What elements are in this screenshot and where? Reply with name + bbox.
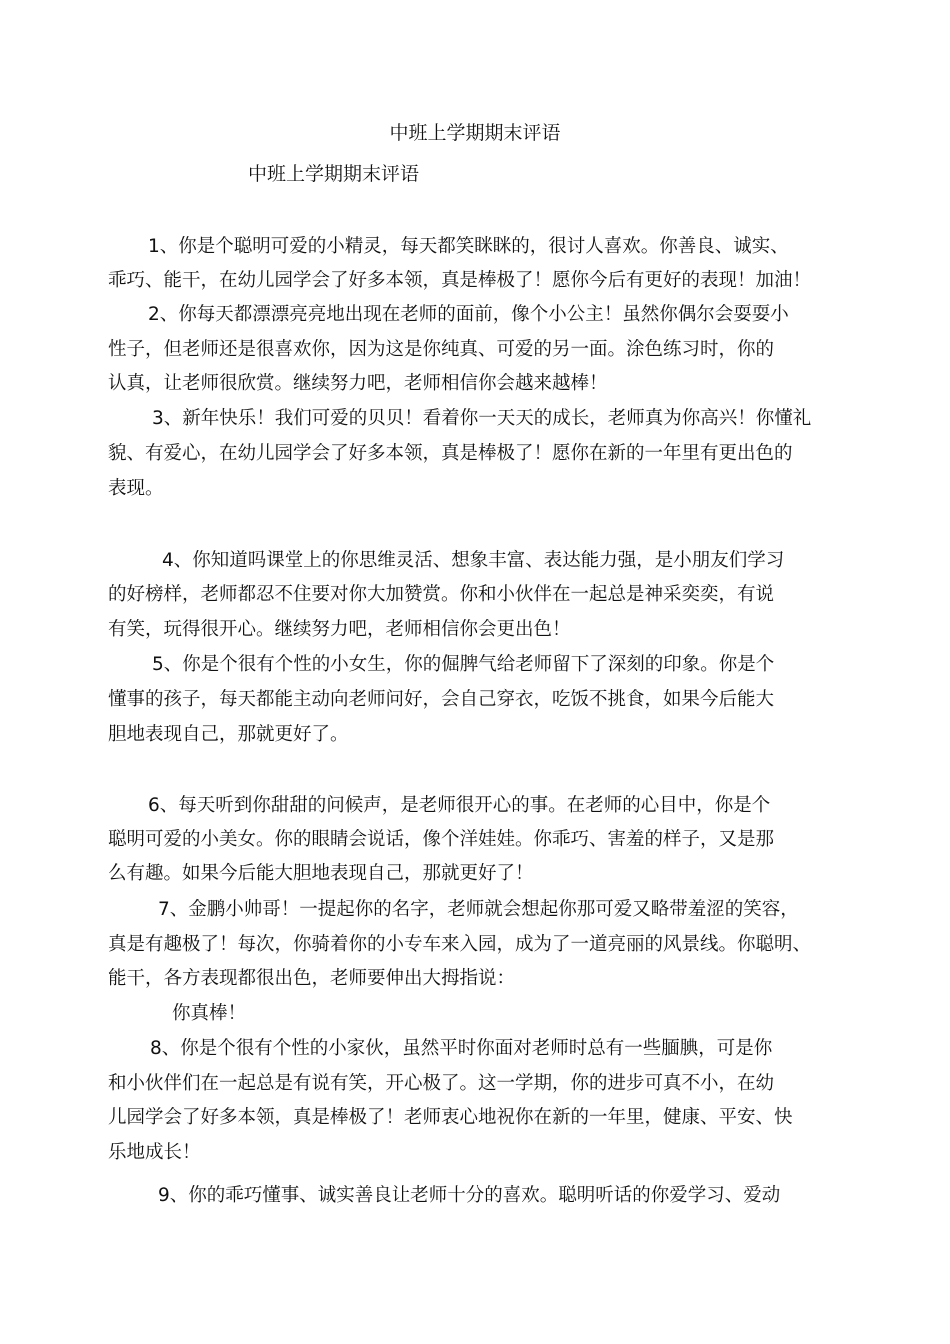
text-line: 5、你是个很有个性的小女生，你的倔脾气给老师留下了深刻的印象。你是个	[152, 654, 775, 675]
text-line: 8、你是个很有个性的小家伙，虽然平时你面对老师时总有一些腼腆，可是你	[150, 1038, 773, 1059]
text-line: 7、金鹏小帅哥！一提起你的名字，老师就会想起你那可爱又略带羞涩的笑容，	[158, 899, 799, 920]
text-line: 性子，但老师还是很喜欢你，因为这是你纯真、可爱的另一面。涂色练习时，你的	[108, 339, 775, 360]
text-line: 有笑，玩得很开心。继续努力吧，老师相信你会更出色！	[108, 619, 571, 640]
text-line: 的好榜样，老师都忍不住要对你大加赞赏。你和小伙伴在一起总是神采奕奕，有说	[108, 584, 775, 605]
text-line: 懂事的孩子，每天都能主动向老师问好，会自己穿衣，吃饭不挑食，如果今后能大	[108, 689, 775, 710]
text-line: 2、你每天都漂漂亮亮地出现在老师的面前，像个小公主！虽然你偶尔会耍耍小	[148, 304, 789, 325]
text-line: 么有趣。如果今后能大胆地表现自己，那就更好了！	[108, 863, 534, 884]
text-line: 真是有趣极了！每次，你骑着你的小专车来入园，成为了一道亮丽的风景线。你聪明、	[108, 934, 812, 955]
text-line: 貌、有爱心，在幼儿园学会了好多本领，真是棒极了！愿你在新的一年里有更出色的	[108, 443, 793, 464]
text-line: 聪明可爱的小美女。你的眼睛会说话，像个洋娃娃。你乖巧、害羞的样子，又是那	[108, 829, 775, 850]
text-line: 4、你知道吗课堂上的你思维灵活、想象丰富、表达能力强，是小朋友们学习	[162, 550, 785, 571]
document-title: 中班上学期期末评语	[248, 163, 420, 185]
text-line: 6、每天听到你甜甜的问候声，是老师很开心的事。在老师的心目中，你是个	[148, 795, 771, 816]
text-line: 表现。	[108, 478, 164, 499]
text-line: 和小伙伴们在一起总是有说有笑，开心极了。这一学期，你的进步可真不小，在幼	[108, 1073, 775, 1094]
text-line: 3、新年快乐！我们可爱的贝贝！看着你一天天的成长，老师真为你高兴！你懂礼	[152, 408, 812, 429]
text-line: 1、你是个聪明可爱的小精灵，每天都笑眯眯的，很讨人喜欢。你善良、诚实、	[148, 236, 789, 257]
text-line: 乖巧、能干，在幼儿园学会了好多本领，真是棒极了！愿你今后有更好的表现！加油！	[108, 270, 812, 291]
text-line: 9、你的乖巧懂事、诚实善良让老师十分的喜欢。聪明听话的你爱学习、爱动	[158, 1185, 781, 1206]
text-line: 乐地成长！	[108, 1142, 201, 1163]
text-line: 能干，各方表现都很出色，老师要伸出大拇指说：	[108, 968, 516, 989]
text-line: 你真棒！	[172, 1003, 247, 1024]
header-title: 中班上学期期末评语	[389, 122, 561, 144]
text-line: 儿园学会了好多本领，真是棒极了！老师衷心地祝你在新的一年里，健康、平安、快	[108, 1107, 793, 1128]
text-line: 胆地表现自己，那就更好了。	[108, 724, 349, 745]
text-line: 认真，让老师很欣赏。继续努力吧，老师相信你会越来越棒！	[108, 373, 608, 394]
